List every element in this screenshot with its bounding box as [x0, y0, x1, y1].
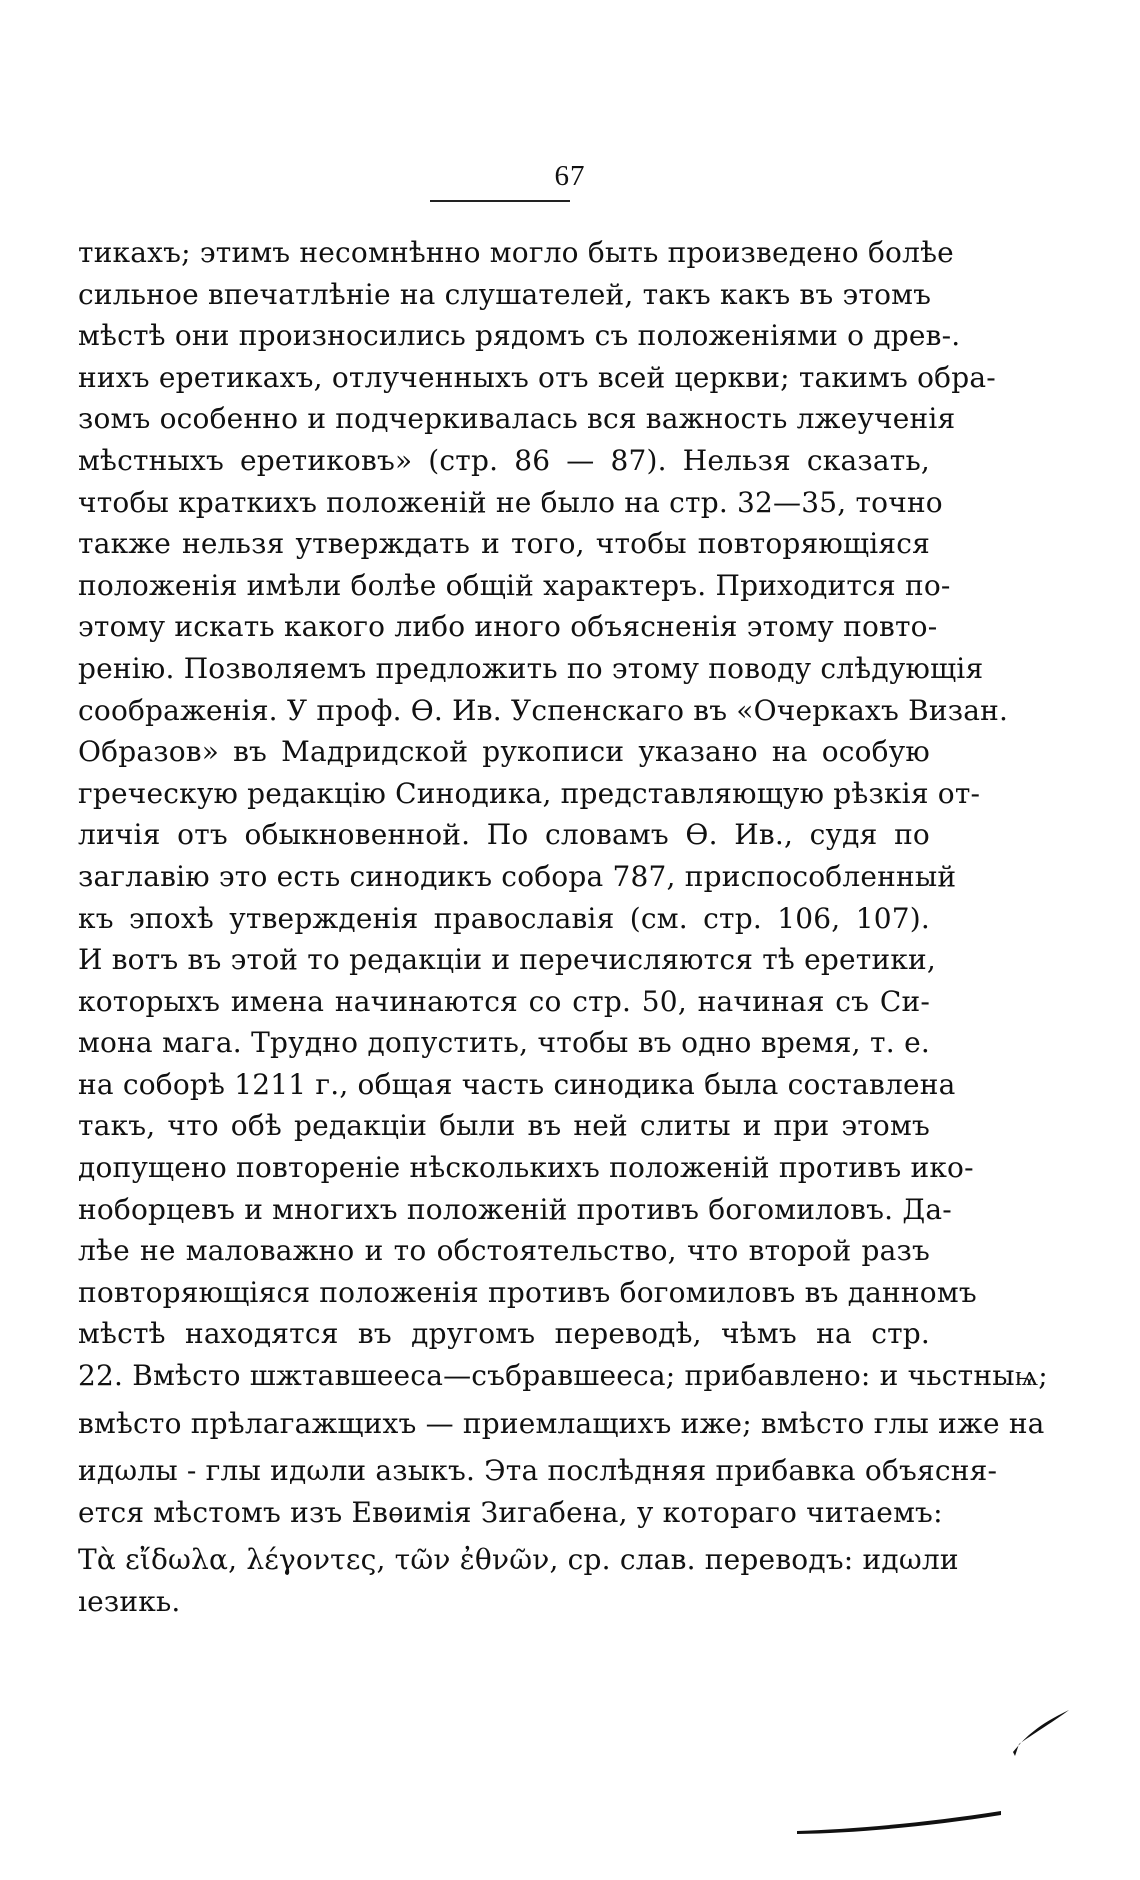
- text-line: 22. Вмѣсто шжтавшееса—събравшееса; прибавлено: и чьстныѩ;: [78, 1359, 1048, 1393]
- text-line: сильное впечатлѣніе на слушателей, такъ какъ въ этомъ: [78, 277, 932, 311]
- text-line: соображенія. У проф. Ѳ. Ив. Успенскаго въ «Очеркахъ Визан.: [78, 693, 1009, 727]
- page-number: 67: [554, 160, 586, 192]
- text-line: личія отъ обыкновенной. По словамъ Ѳ. Ив., судя по: [78, 818, 930, 852]
- text-line: нихъ еретикахъ, отлученныхъ отъ всей церкви; такимъ обра-: [78, 360, 996, 394]
- text-line: которыхъ имена начинаются со стр. 50, начиная съ Си-: [78, 984, 930, 1018]
- text-line: ноборцевъ и многихъ положеній противъ богомиловъ. Да-: [78, 1192, 952, 1226]
- text-line: этому искать какого либо иного объясненія этому повто-: [78, 610, 938, 644]
- text-line: тикахъ; этимъ несомнѣнно могло быть произведено болѣе: [78, 236, 954, 269]
- text-line: допущено повтореніе нѣсколькихъ положеній противъ ико-: [78, 1151, 974, 1185]
- text-line: вмѣсто прѣлагажщихъ — приемлащихъ иже; вмѣсто глы иже на: [78, 1406, 1045, 1440]
- text-line: заглавію это есть синодикъ собора 787, приспособленный: [78, 859, 957, 893]
- text-line: ıезикь.: [78, 1585, 181, 1618]
- text-line: Τὰ εἴδωλα, λέγοντες, τῶν ἐθνῶν, ср. слав. переводъ: идωли: [78, 1543, 959, 1577]
- text-line: ется мѣстомъ изъ Евѳимія Зигабена, у котораго читаемъ:: [78, 1495, 943, 1529]
- text-line: мѣстѣ они произносились рядомъ съ положеніями о древ-.: [78, 319, 961, 353]
- text-line: И вотъ въ этой то редакціи и перечисляются тѣ еретики,: [78, 943, 936, 977]
- text-line: идωлы - глы идωли азыкъ. Эта послѣдняя прибавка объясня-: [78, 1454, 998, 1488]
- text-line: мѣстѣ находятся въ другомъ переводѣ, чѣмъ на стр.: [78, 1317, 930, 1351]
- text-line: мона мага. Трудно допустить, чтобы въ одно время, т. е.: [78, 1026, 930, 1060]
- text-line: греческую редакцію Синодика, представляющую рѣзкія от-: [78, 776, 981, 810]
- text-line: такъ, что обѣ редакціи были въ ней слиты и при этомъ: [78, 1109, 930, 1143]
- text-line: мѣстныхъ еретиковъ» (стр. 86 — 87). Нельзя сказать,: [78, 443, 930, 477]
- text-line: зомъ особенно и подчеркивалась вся важность лжеученія: [78, 402, 956, 436]
- page-number-rule: [430, 200, 570, 202]
- ink-stroke-mark: [1005, 1700, 1075, 1760]
- text-line: ренію. Позволяемъ предложить по этому поводу слѣдующія: [78, 651, 984, 685]
- text-line: къ эпохѣ утвержденія православія (см. стр. 106, 107).: [78, 901, 930, 935]
- ink-underline-mark: [795, 1805, 1005, 1835]
- body-text: [78, 232, 1048, 1623]
- text-line: лѣе не маловажно и то обстоятельство, что второй разъ: [78, 1234, 930, 1268]
- text-line: также нельзя утверждать и того, чтобы повторяющіяся: [78, 527, 930, 561]
- text-line: чтобы краткихъ положеній не было на стр. 32—35, точно: [78, 485, 943, 519]
- text-line: положенія имѣли болѣе общій характеръ. Приходится по-: [78, 568, 951, 602]
- text-line: на соборѣ 1211 г., общая часть синодика была составлена: [78, 1067, 956, 1101]
- text-line: повторяющіяся положенія противъ богомиловъ въ данномъ: [78, 1275, 977, 1309]
- text-line: Образов» въ Мадридской рукописи указано на особую: [78, 735, 930, 769]
